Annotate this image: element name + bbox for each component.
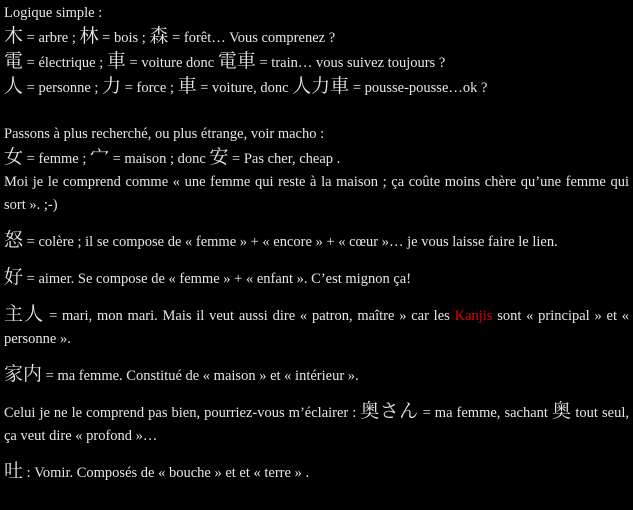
text: = électrique ;: [23, 55, 107, 71]
text: = voiture donc: [125, 55, 218, 71]
kanjis-link-text: Kanjis: [454, 308, 493, 324]
kanji: 奥さん: [360, 401, 419, 422]
spacer: [4, 291, 629, 303]
text: = ma femme, sachant: [418, 405, 552, 421]
kanji: 人力車: [292, 76, 350, 97]
kanji: 吐: [4, 461, 24, 482]
text: : Vomir. Composés de « bouche » et et « terre » .: [23, 465, 310, 481]
entry-vomit: [4, 460, 629, 485]
line-cheap: [4, 146, 629, 171]
entry-love: [4, 266, 629, 291]
kanji: 林: [79, 26, 99, 47]
text: = Pas cher, cheap .: [228, 151, 341, 167]
text: = pousse-pousse…ok ?: [349, 80, 488, 96]
text: = colère ; il se compose de « femme » + « encore » + « cœur »… je vous laisse faire le lien.: [23, 234, 558, 250]
heading-simple-logic: Logique simple :: [4, 5, 103, 21]
text: = maison ; donc: [109, 151, 210, 167]
heading-more-complex: Passons à plus recherché, ou plus étrange, voir macho :: [4, 126, 325, 142]
kanji: 電車: [217, 51, 256, 72]
kanji: 車: [177, 76, 197, 97]
entry-okusan: [4, 400, 629, 448]
comment-cheap: Moi je le comprend comme « une femme qui reste à la maison ; ça coûte moins chère qu’une femme qui sort ». ;-): [4, 174, 629, 213]
kanji: 怒: [4, 230, 24, 251]
kanji: 車: [106, 51, 126, 72]
entry-anger: [4, 229, 629, 254]
spacer: [4, 254, 629, 266]
kanji: 電: [4, 51, 24, 72]
text: = bois ;: [98, 30, 150, 46]
spacer: [4, 388, 629, 400]
text: = forêt… Vous comprenez ?: [168, 30, 336, 46]
text: = train… vous suivez toujours ?: [255, 55, 446, 71]
text: = personne ;: [23, 80, 103, 96]
kanji: 森: [149, 26, 169, 47]
text: = femme ;: [23, 151, 90, 167]
text: = voiture, donc: [196, 80, 293, 96]
kanji: 女: [4, 147, 24, 168]
spacer: [4, 217, 629, 229]
text: = ma femme. Constitué de « maison » et « intérieur ».: [42, 368, 359, 384]
kanji: 主人: [4, 304, 45, 325]
kanji: 人: [4, 76, 24, 97]
spacer: [4, 351, 629, 363]
kanji: 宀: [89, 147, 109, 168]
line-electric-train: [4, 50, 629, 75]
kanji: 奥: [551, 401, 572, 422]
text: sont « principal » et « personne ».: [4, 308, 629, 347]
line-rickshaw: [4, 75, 629, 100]
kanji: 安: [209, 147, 229, 168]
text: = arbre ;: [23, 30, 80, 46]
kanji: 家内: [4, 364, 43, 385]
text: tout seul, ça veut dire « profond »…: [4, 405, 629, 444]
text: = force ;: [121, 80, 178, 96]
spacer: [4, 448, 629, 460]
entry-husband: [4, 303, 629, 351]
text: Celui je ne le comprend pas bien, pourriez-vous m’éclairer :: [4, 405, 361, 421]
kanji: 力: [102, 76, 122, 97]
spacer: [4, 100, 629, 123]
kanji: 好: [4, 267, 24, 288]
text: = mari, mon mari. Mais il veut aussi dire « patron, maître » car les: [44, 308, 455, 324]
entry-wife: [4, 363, 629, 388]
text: = aimer. Se compose de « femme » + « enfant ». C’est mignon ça!: [23, 271, 412, 287]
line-tree-wood-forest: [4, 25, 629, 50]
kanji: 木: [4, 26, 24, 47]
